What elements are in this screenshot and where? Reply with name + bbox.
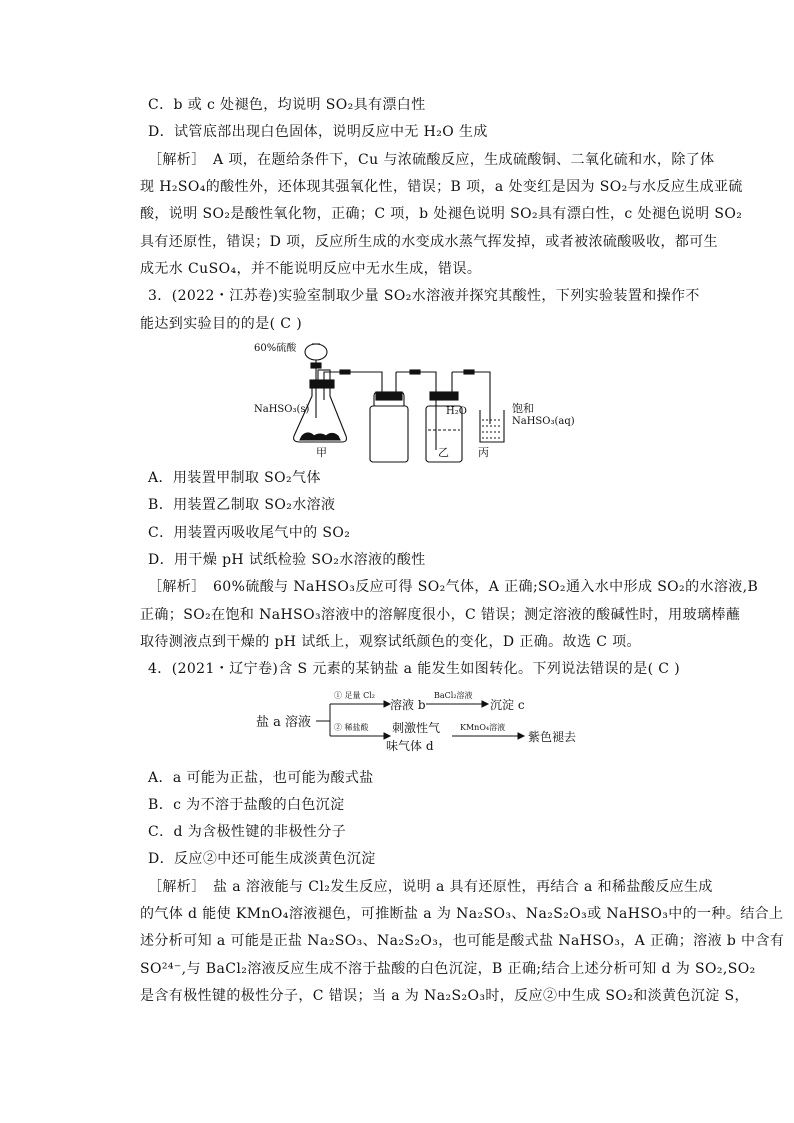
conversion-flowchart	[256, 684, 577, 754]
q3-stem-line-1: 3．(2022・江苏卷)实验室制取少量 SO₂水溶液并探究其酸性，下列实验装置和操作不	[148, 288, 700, 304]
label-yi: 乙	[438, 446, 449, 459]
flow-result: 紫色褪去	[528, 730, 577, 744]
q2-option-c: C．b 或 c 处褪色，均说明 SO₂具有漂白性	[148, 97, 426, 113]
q4-stem: 4．(2021・辽宁卷)含 S 元素的某钠盐 a 能发生如图转化。下列说法错误的是( C )	[148, 661, 681, 677]
q4-analysis-line-5: 是含有极性键的极性分子，C 错误；当 a 为 Na₂S₂O₃时，反应②中生成 SO₂和淡黄色沉淀 S，	[140, 988, 749, 1004]
q2-analysis-line-5: 成无水 CuSO₄，并不能说明反应中无水生成，错误。	[140, 261, 482, 277]
q3-option-d: D．用干燥 pH 试纸检验 SO₂水溶液的酸性	[148, 552, 426, 568]
q3-analysis-line-1: ［解析］ 60%硫酸与 NaHSO₃反应可得 SO₂气体，A 正确;SO₂通入水中形成 SO₂的水溶液,B	[148, 579, 759, 595]
q2-analysis-line-4: 具有还原性，错误；D 项，反应所生成的水变成水蒸气挥发掉，或者被浓硫酸吸收，都可生	[140, 234, 719, 250]
flow-start: 盐 a 溶液	[256, 715, 312, 730]
flow-product-c: 沉淀 c	[490, 698, 525, 712]
q4-analysis-line-1: ［解析］ 盐 a 溶液能与 Cl₂发生反应，说明 a 具有还原性，再结合 a 和稀盐酸反应生成	[148, 879, 713, 895]
q2-option-d: D．试管底部出现白色固体，说明反应中无 H₂O 生成	[148, 124, 488, 140]
label-jia: 甲	[316, 446, 327, 459]
q4-option-b: B．c 为不溶于盐酸的白色沉淀	[148, 797, 345, 813]
flow-arrow4-label: KMnO₄溶液	[460, 723, 506, 732]
separatory-funnel-bulb	[305, 344, 327, 360]
label-solid: NaHSO₃(s)	[254, 404, 310, 415]
flow-arrow2-label: BaCl₂溶液	[434, 691, 473, 700]
q4-analysis-line-3: 述分析可知 a 可能是正盐 Na₂SO₃、Na₂S₂O₃，也可能是酸式盐 NaHSO₃，A 正确；溶液 b 中含有	[140, 933, 785, 949]
q3-option-c: C．用装置丙吸收尾气中的 SO₂	[148, 525, 351, 541]
q4-option-d: D．反应②中还可能生成淡黄色沉淀	[148, 851, 376, 867]
flask-stopper	[310, 380, 334, 388]
solid-reagent	[300, 433, 340, 440]
q3-analysis-line-2: 正确；SO₂在饱和 NaHSO₃溶液中的溶解度很小，C 错误；测定溶液的酸碱性时，用玻璃棒蘸	[140, 607, 741, 623]
label-nahso3-aq: NaHSO₃(aq)	[512, 416, 575, 427]
q3-stem-line-2: 能达到实验目的的是( C )	[140, 316, 303, 332]
q4-option-a: A．a 可能为正盐，也可能为酸式盐	[148, 770, 374, 786]
flow-arrow1-label: ① 足量 Cl₂	[334, 691, 375, 700]
flow-arrow3-label: ② 稀盐酸	[334, 723, 369, 732]
flow-product-d-line2: 味气体 d	[386, 739, 434, 753]
q3-analysis-line-3: 取待测液点到干燥的 pH 试纸上，观察试纸颜色的变化，D 正确。故选 C 项。	[140, 634, 641, 650]
q3-option-a: A．用装置甲制取 SO₂气体	[148, 470, 321, 486]
q4-analysis-line-4: SO²⁴⁻,与 BaCl₂溶液反应生成不溶于盐酸的白色沉淀，B 正确;结合上述分析可知 d 为 SO₂,SO₂	[140, 961, 756, 977]
label-bing: 丙	[478, 446, 489, 459]
apparatus-figure	[250, 336, 580, 460]
flow-product-d-line1: 刺激性气	[392, 721, 441, 735]
label-water: H₂O	[446, 406, 467, 417]
q3-option-b: B．用装置乙制取 SO₂水溶液	[148, 497, 336, 513]
q4-option-c: C．d 为含极性键的非极性分子	[148, 824, 347, 840]
empty-safety-bottle	[370, 406, 408, 462]
flow-product-b: 溶液 b	[390, 698, 426, 712]
q2-analysis-line-2: 现 H₂SO₄的酸性外，还体现其强氧化性，错误；B 项，a 处变红是因为 SO₂与水反应生成亚硫	[140, 179, 743, 195]
q4-analysis-line-2: 的气体 d 能使 KMnO₄溶液褪色，可推断盐 a 为 Na₂SO₃、Na₂S₂O₃或 NaHSO₃中的一种。结合上	[140, 906, 784, 922]
label-saturated: 饱和	[512, 402, 534, 415]
q2-analysis-line-1: ［解析］ A 项，在题给条件下，Cu 与浓硫酸反应，生成硫酸铜、二氧化硫和水，除了体	[148, 152, 715, 168]
label-acid: 60%硫酸	[254, 343, 297, 354]
q2-analysis-line-3: 酸，说明 SO₂是酸性氧化物，正确；C 项，b 处褪色说明 SO₂具有漂白性，c 处褪色说明 SO₂	[140, 206, 743, 222]
